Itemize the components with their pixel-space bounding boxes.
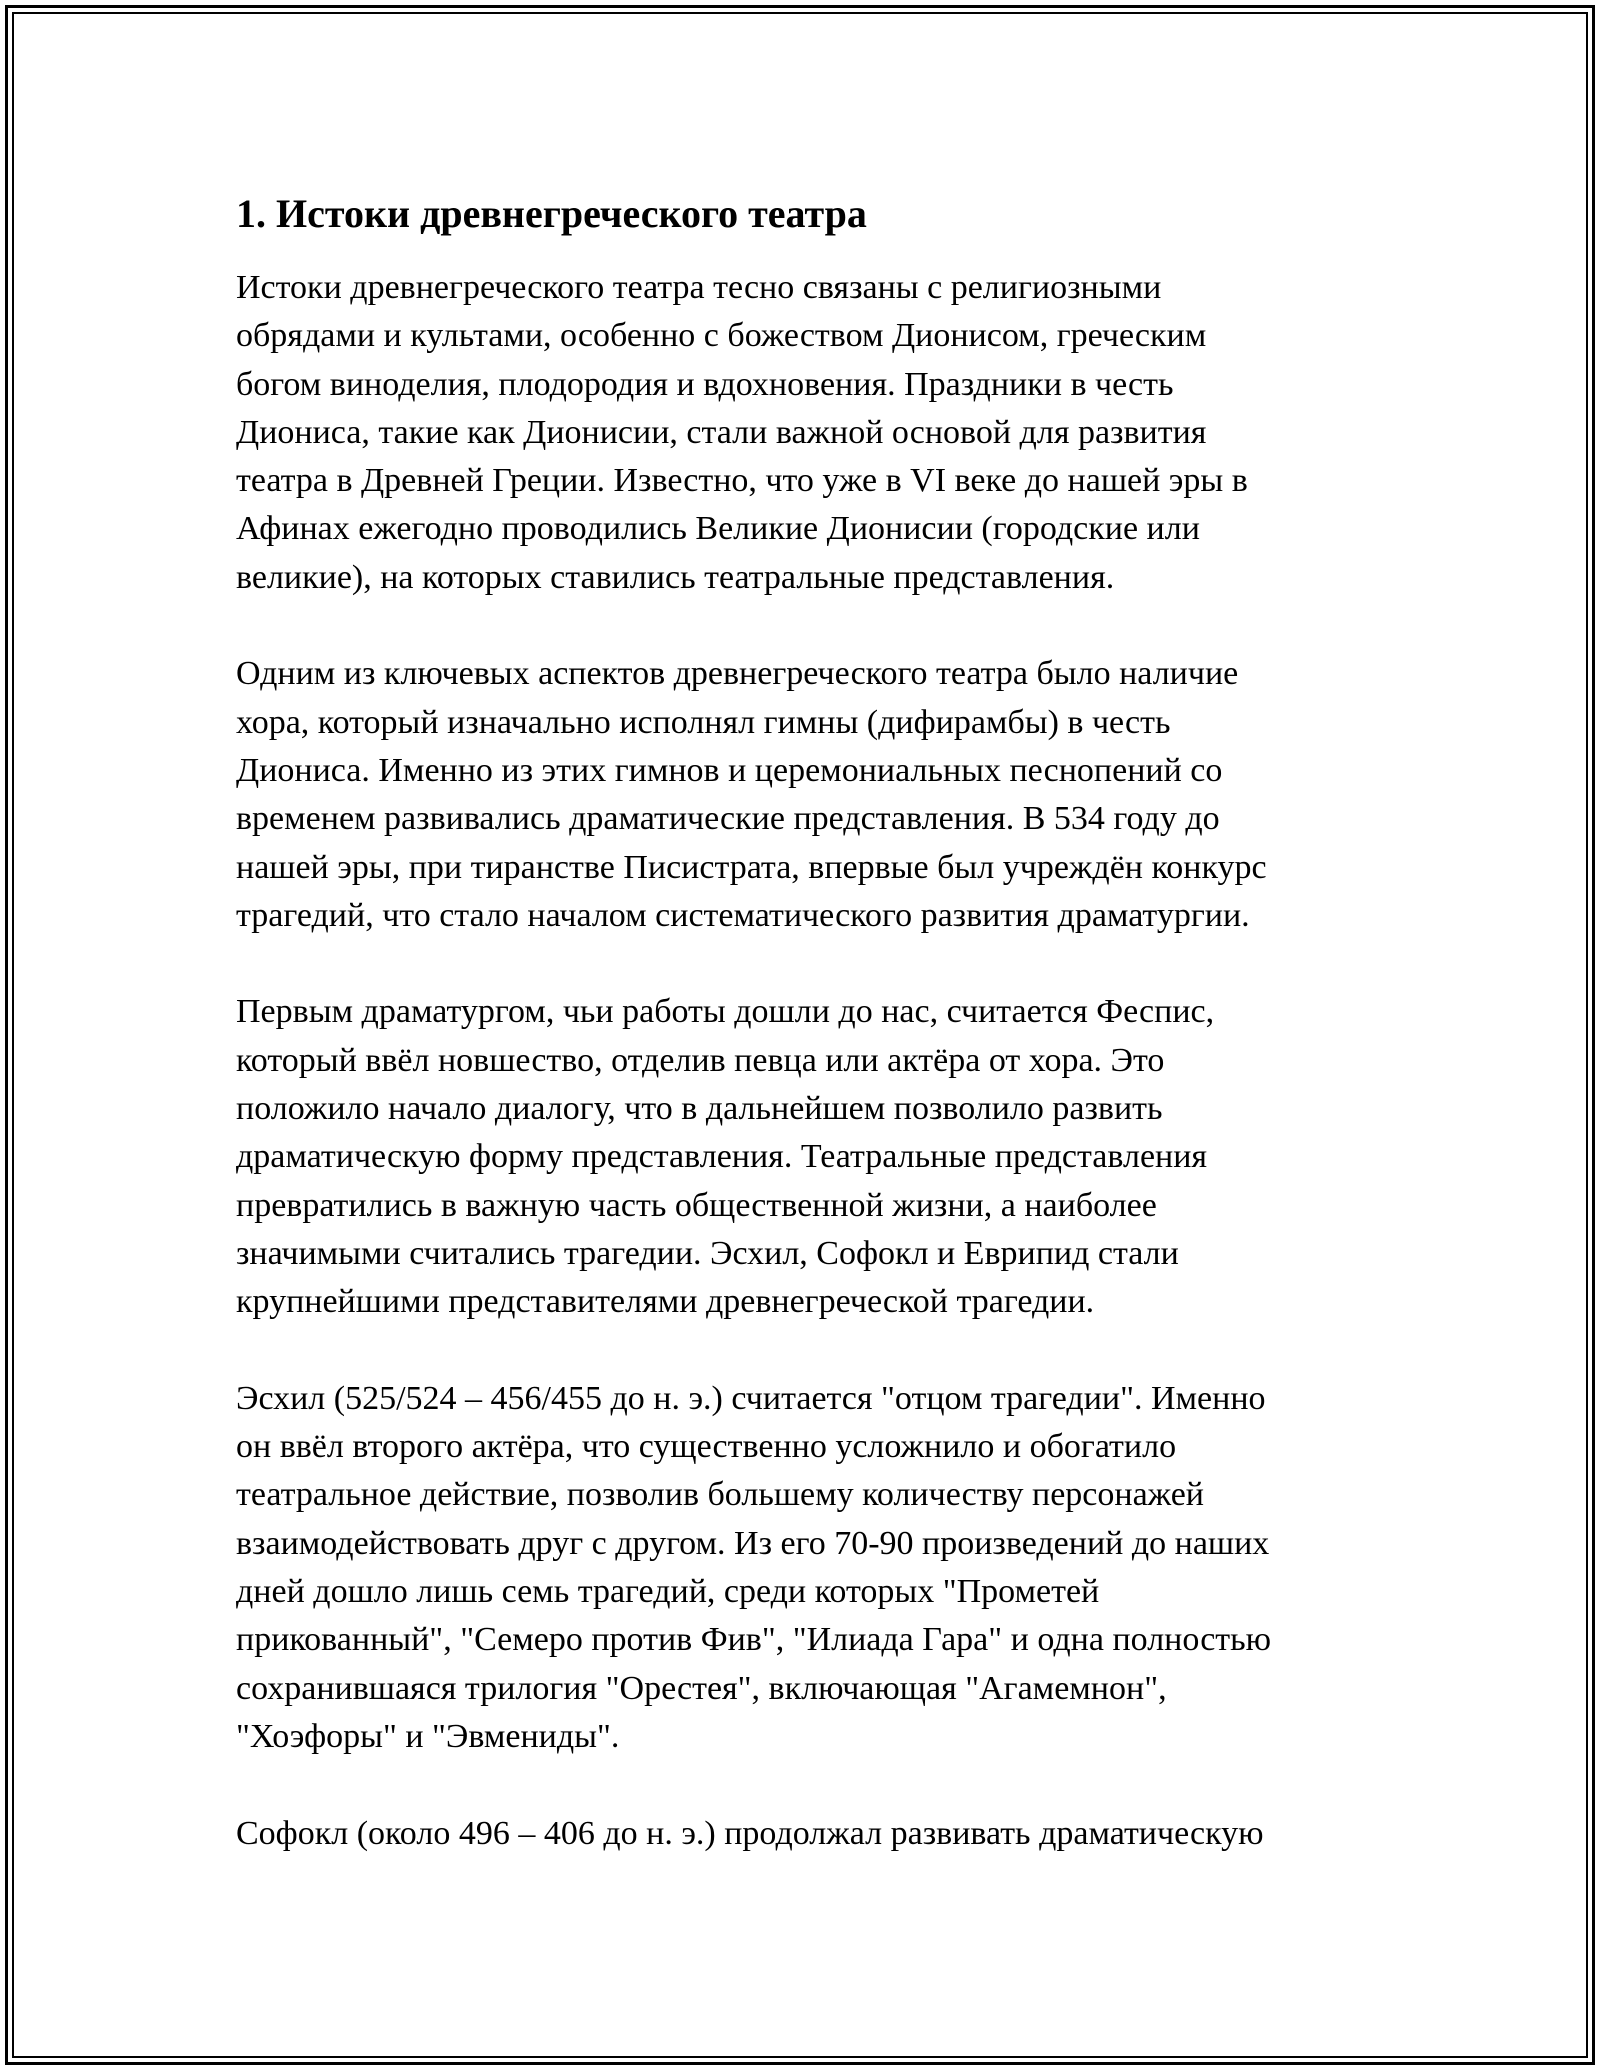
text-line: богом виноделия, плодородия и вдохновения. Праздники в честь <box>236 365 1174 403</box>
section-heading: 1. Истоки древнегреческого театра <box>236 191 867 236</box>
document-body <box>236 186 1376 1906</box>
text-line: театра в Древней Греции. Известно, что уже в VI веке до нашей эры в <box>236 462 1248 500</box>
text-line: Афинах ежегодно проводились Великие Дионисии (городские или <box>236 510 1200 548</box>
text-line: нашей эры, при тиранстве Писистрата, впервые был учреждён конкурс <box>236 848 1267 886</box>
text-line: Диониса. Именно из этих гимнов и церемониальных песнопений со <box>236 751 1223 789</box>
paragraph-sophocles <box>236 1810 1376 1858</box>
text-line: крупнейшими представителями древнегреческой трагедии. <box>236 1283 1095 1321</box>
paragraph-aeschylus <box>236 1375 1376 1761</box>
text-line: "Хоэфоры" и "Эвмениды". <box>236 1717 620 1755</box>
text-line: трагедий, что стало началом систематического развития драматургии. <box>236 896 1250 934</box>
text-line: превратились в важную часть общественной жизни, а наиболее <box>236 1186 1157 1224</box>
text-line: Софокл (около 496 – 406 до н. э.) продолжал развивать драматическую <box>236 1814 1264 1852</box>
text-line: Первым драматургом, чьи работы дошли до нас, считается Феспис, <box>236 993 1215 1031</box>
text-line: Истоки древнегреческого театра тесно связаны с религиозными <box>236 269 1162 306</box>
text-line: драматическую форму представления. Театральные представления <box>236 1138 1208 1176</box>
text-line: обрядами и культами, особенно с божеством Дионисом, греческим <box>236 317 1207 355</box>
text-line: театральное действие, позволив большему количеству персонажей <box>236 1476 1204 1514</box>
text-line: Одним из ключевых аспектов древнегреческого театра было наличие <box>236 655 1239 693</box>
text-line: Диониса, такие как Дионисии, стали важной основой для развития <box>236 413 1207 451</box>
text-line: временем развивались драматические представления. В 534 году до <box>236 800 1220 838</box>
text-line: взаимодействовать друг с другом. Из его 70-90 произведений до наших <box>236 1524 1270 1562</box>
paragraph-thespis <box>236 988 1376 1326</box>
text-line: положило начало диалогу, что в дальнейшем позволило развить <box>236 1090 1163 1128</box>
text-line: сохранившаяся трилогия "Орестея", включающая "Агамемнон", <box>236 1669 1167 1707</box>
text-line: значимыми считались трагедии. Эсхил, Софокл и Еврипид стали <box>236 1234 1179 1272</box>
text-line: великие), на которых ставились театральные представления. <box>236 558 1115 596</box>
text-line: дней дошло лишь семь трагедий, среди которых "Прометей <box>236 1573 1100 1611</box>
text-line: хора, который изначально исполнял гимны (дифирамбы) в честь <box>236 703 1171 741</box>
paragraph-chorus <box>236 650 1376 940</box>
text-line: прикованный", "Семеро против Фив", "Илиада Гара" и одна полностью <box>236 1621 1272 1659</box>
paragraph-origins <box>236 264 1376 602</box>
text-line: он ввёл второго актёра, что существенно усложнило и обогатило <box>236 1428 1177 1466</box>
text-line: Эсхил (525/524 – 456/455 до н. э.) считается "отцом трагедии". Именно <box>236 1379 1266 1417</box>
text-line: который ввёл новшество, отделив певца или актёра от хора. Это <box>236 1041 1165 1079</box>
